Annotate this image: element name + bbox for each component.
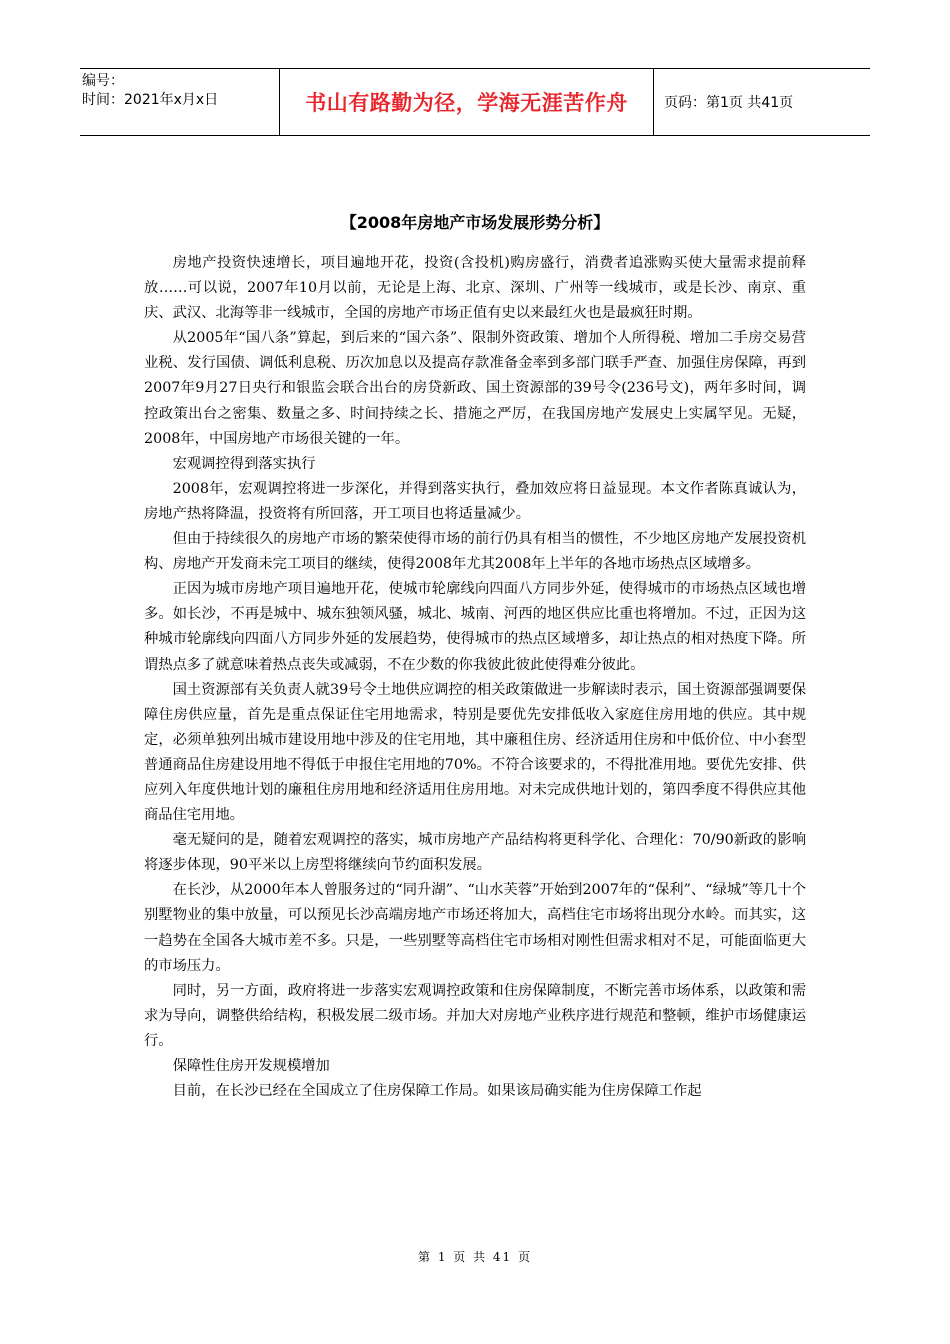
- paragraph: 同时，另一方面，政府将进一步落实宏观调控政策和住房保障制度，不断完善市场体系，以政策和需求为导向，调整供给结构，积极发展二级市场。并加大对房地产业秩序进行规范和整顿，维护市场健康运行。: [144, 982, 806, 1049]
- paragraph: 从2005年“国八条”算起，到后来的“国六条”、限制外资政策、增加个人所得税、增加二手房交易营业税、发行国债、调低利息税、历次加息以及提高存款准备金率到多部门联手严查、加强住房保障，再到2007年9月27日央行和银监会联合出台的房贷新政、国土资源部的39号令(236号文)，两年多时间，调控政策出台之密集、数量之多、时间持续之长、措施之严厉，在我国房地产发展史上实属罕见。无疑，2008年，中国房地产市场很关键的一年。: [144, 330, 806, 447]
- time-label: 时间：2021年x月x日: [82, 92, 219, 108]
- page-footer: 第 1 页 共 41 页: [418, 1250, 532, 1264]
- document-body: [144, 251, 806, 1104]
- paragraph: 房地产投资快速增长，项目遍地开花，投资(含投机)购房盛行，消费者追涨购买使大量需求提前释放……可以说，2007年10月以前，无论是上海、北京、深圳、广州等一线城市，或是长沙、南京、重庆、武汉、北海等非一线城市，全国的房地产市场正值有史以来最红火也是最疯狂时期。: [144, 255, 806, 322]
- paragraph: 2008年，宏观调控将进一步深化，并得到落实执行，叠加效应将日益显现。本文作者陈真诚认为，房地产热将降温，投资将有所回落，开工项目也将适量减少。: [144, 480, 806, 522]
- paragraph: 国土资源部有关负责人就39号令土地供应调控的相关政策做进一步解读时表示，国土资源部强调要保障住房供应量，首先是重点保证住宅用地需求，特别是要优先安排低收入家庭住房用地的供应。其中规定，必须单独列出城市建设用地中涉及的住宅用地，其中廉租住房、经济适用住房和中低价位、中小套型普通商品住房建设用地不得低于申报住宅用地的70%。不符合该要求的，不得批准用地。要优先安排、供应列入年度供地计划的廉租住房用地和经济适用住房用地。对未完成供地计划的，第四季度不得供应其他商品住宅用地。: [144, 681, 806, 824]
- document-header: [80, 68, 870, 136]
- paragraph: 毫无疑问的是，随着宏观调控的落实，城市房地产产品结构将更科学化、合理化：70/90新政的影响将逐步体现，90平米以上房型将继续向节约面积发展。: [144, 832, 806, 874]
- document-title: 【2008年房地产市场发展形势分析】: [340, 213, 610, 232]
- section-heading: 宏观调控得到落实执行: [172, 455, 316, 472]
- header-page-info: 页码：第1页 共41页: [664, 95, 794, 111]
- number-label: 编号：: [82, 73, 124, 89]
- header-meta: [80, 69, 280, 135]
- paragraph: 但由于持续很久的房地产市场的繁荣使得市场的前行仍具有相当的惯性，不少地区房地产发展投资机构、房地产开发商未完工项目的继续，使得2008年尤其2008年上半年的各地市场热点区域增多。: [144, 531, 806, 573]
- paragraph: 目前，在长沙已经在全国成立了住房保障工作局。如果该局确实能为住房保障工作起: [172, 1083, 702, 1100]
- section-heading: 保障性住房开发规模增加: [172, 1058, 330, 1074]
- paragraph: 在长沙，从2000年本人曾服务过的“同升湖”、“山水芙蓉”开始到2007年的“保利”、“绿城”等几十个别墅物业的集中放量，可以预见长沙高端房地产市场还将加大，高档住宅市场将出现分水岭。而其实，这一趋势在全国各大城市差不多。只是，一些别墅等高档住宅市场相对刚性但需求相对不足，可能面临更大的市场压力。: [144, 882, 806, 974]
- header-motto: 书山有路勤为径，学海无涯苦作舟: [280, 69, 654, 135]
- paragraph: 正因为城市房地产项目遍地开花，使城市轮廓线向四面八方同步外延，使得城市的市场热点区域也增多。如长沙，不再是城中、城东独领风骚，城北、城南、河西的地区供应比重也将增加。不过，正因为这种城市轮廓线向四面八方同步外延的发展趋势，使得城市的热点区域增多，却让热点的相对热度下降。所谓热点多了就意味着热点丧失或减弱，不在少数的你我彼此彼此使得难分彼此。: [144, 581, 806, 673]
